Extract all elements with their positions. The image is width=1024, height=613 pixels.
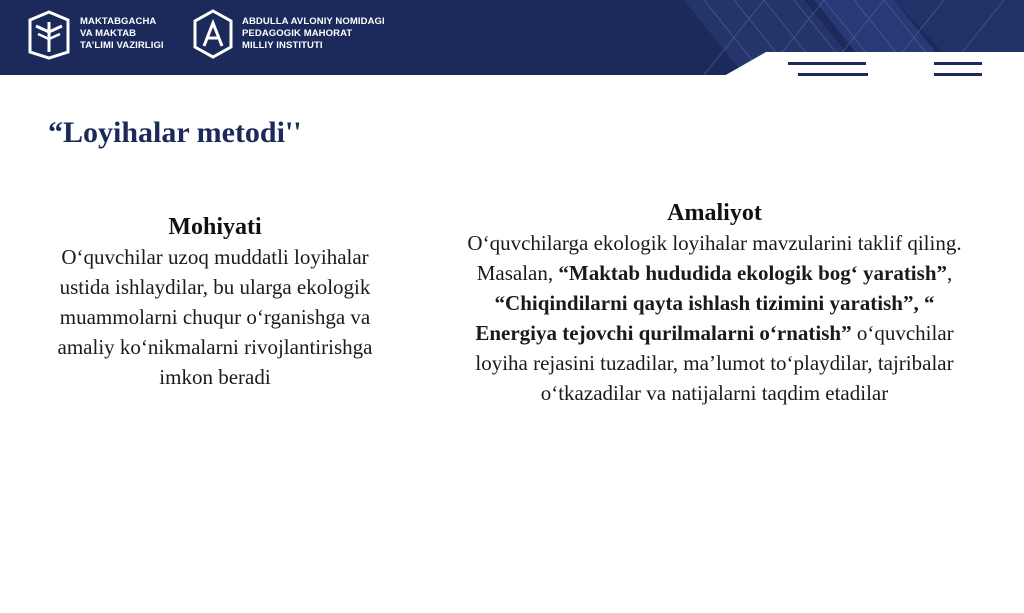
practice-example-recycling-energy: “Chiqindilarni qayta ishlash tizimini yaratish”, “ Energiya tejovchi qurilmalarni o‘rnatish”: [475, 291, 935, 345]
practice-separator: ,: [947, 261, 953, 285]
practice-outro: o‘quvchilar loyiha rejasini tuzadilar, ma’lumot to‘playdilar, tajribalar o‘tkazadilar va natijalarni taqdim etadilar: [475, 321, 954, 405]
decor-dash-lower-left: [798, 73, 868, 76]
ministry-line-1: MAKTABGACHA: [80, 16, 157, 27]
institute-line-3: MILLIY INSTITUTI: [242, 40, 323, 51]
decor-dash-lower-right: [934, 73, 982, 76]
header-banner: [0, 0, 1024, 75]
institute-line-2: PEDAGOGIK MAHORAT: [242, 28, 353, 39]
decor-dash-upper-left: [788, 62, 866, 65]
slide-title: “Loyihalar metodi'': [48, 116, 302, 149]
ministry-name: [80, 16, 164, 52]
practice-intro: O‘quvchilarga ekologik loyihalar mavzularini taklif qiling. Masalan,: [467, 231, 962, 285]
ministry-line-3: TA’LIMI VAZIRLIGI: [80, 40, 164, 51]
practice-text: [462, 228, 967, 408]
institute-logo-group: [192, 8, 385, 60]
institute-line-1: ABDULLA AVLONIY NOMIDAGI: [242, 16, 385, 27]
institute-name: [242, 16, 385, 52]
practice-example-garden: “Maktab hududida ekologik bog‘ yaratish”: [558, 261, 947, 285]
book-logo-icon: [26, 8, 72, 60]
hexagon-a-logo-icon: [192, 8, 234, 60]
essence-heading: Mohiyati: [168, 214, 262, 240]
practice-heading: Amaliyot: [667, 200, 762, 226]
ministry-logo-group: [26, 8, 164, 60]
ministry-line-2: VA MAKTAB: [80, 28, 137, 39]
decor-dash-upper-right: [934, 62, 982, 65]
essence-column: [40, 212, 390, 392]
practice-column: [462, 198, 967, 408]
essence-text: O‘quvchilar uzoq muddatli loyihalar ustida ishlaydilar, bu ularga ekologik muammolarni chuqur o‘rganishga va amaliy ko‘nikmalarni rivojlantirishga imkon beradi: [57, 245, 373, 389]
